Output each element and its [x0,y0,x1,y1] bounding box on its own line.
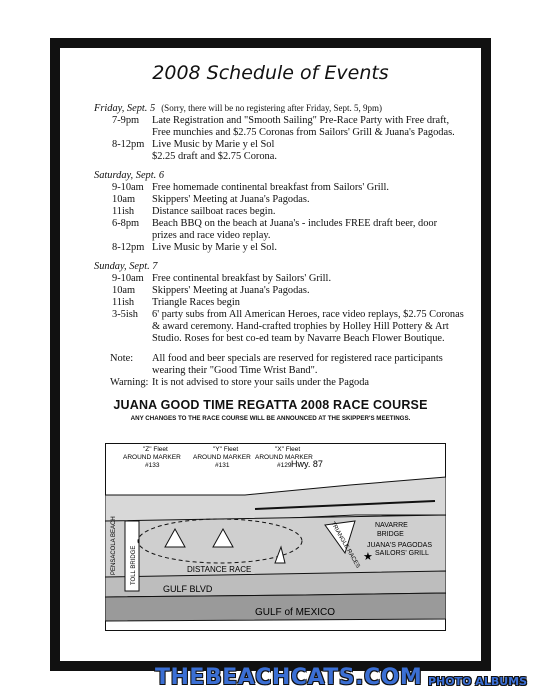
event-description: Live Music by Marie y el Sol. [152,242,277,253]
event-row [94,139,464,163]
map-label: DISTANCE RACE [187,565,252,574]
map-label: TRIANGLE RACES [329,521,361,570]
event-time: 10am [112,285,136,296]
map-label: SAILORS' GRILL [375,550,429,557]
event-row [94,309,464,345]
event-time: 3-5ish [112,309,138,320]
event-time: 8-12pm [112,139,145,150]
event-row [94,115,464,139]
event-description: Triangle Races begin [152,297,240,308]
schedule [94,95,464,389]
event-time: 7-9pm [112,115,140,126]
note-label: Note: [110,353,134,364]
flyer-frame [50,38,491,671]
map-label: "Y" Fleet [213,446,239,453]
day-label: Saturday, Sept. 6 [94,170,165,181]
note-row [94,377,464,389]
day-heading [94,102,464,115]
map-label: #133 [145,462,160,469]
map-label: BRIDGE [377,531,404,538]
event-row [94,273,464,285]
event-time: 11ish [112,297,135,308]
note-label: Warning: [110,377,149,388]
event-description: 6' party subs from All American Heroes, race video replays, $2.75 Coronas & award ceremony. Hand-crafted trophies by Holley Hill Pottery & Art Studio. Roses for best co-ed team by Navarre Beach Flower Boutique. [152,309,464,344]
notes-section [94,353,464,389]
race-course-subtitle: ANY CHANGES TO THE RACE COURSE WILL BE ANNOUNCED AT THE SKIPPER'S MEETINGS. [130,415,411,422]
map-label: AROUND MARKER [123,454,181,461]
map-label: #129 [277,462,292,469]
event-time: 6-8pm [112,218,140,229]
event-description: Free homemade continental breakfast from Sailors' Grill. [152,182,390,193]
event-description: Distance sailboat races begin. [152,206,276,217]
site-brand[interactable]: THEBEACHCATS.COM [155,665,423,690]
map-label: PENSACOLA BEACH [111,516,117,575]
event-row [94,285,464,297]
day-note: (Sorry, there will be no registering after Friday, Sept. 5, 9pm) [161,103,382,113]
map-label: NAVARRE [375,522,408,529]
event-description: Live Music by Marie y el Sol $2.25 draft and $2.75 Corona. [152,139,277,162]
map-label: JUANA'S PAGODAS [367,542,432,549]
event-row [94,297,464,309]
note-text: All food and beer specials are reserved for registered race participants wearing their "Good Time Wrist Band". [152,353,443,376]
event-row [94,218,464,242]
schedule-title: 2008 Schedule of Events [152,62,389,84]
day-label: Sunday, Sept. 7 [94,261,158,272]
map-label: #131 [215,462,230,469]
event-description: Skippers' Meeting at Juana's Pagodas. [152,285,310,296]
event-description: Beach BBQ on the beach at Juana's - includes FREE draft beer, door prizes and race video replay. [152,218,438,241]
event-row [94,242,464,254]
day-heading [94,170,464,182]
event-time: 9-10am [112,273,144,284]
event-description: Free continental breakfast by Sailors' Grill. [152,273,332,284]
map-label: Hwy. 87 [291,459,323,469]
event-row [94,194,464,206]
map-label: "X" Fleet [275,446,301,453]
map-label: AROUND MARKER [193,454,251,461]
event-row [94,182,464,194]
race-course-map [105,443,446,631]
star-icon: ★ [363,551,373,563]
note-row [94,353,464,377]
day-label: Friday, Sept. 5 [94,103,156,114]
event-time: 8-12pm [112,242,145,253]
photo-albums-link[interactable]: PHOTO ALBUMS [428,675,528,688]
map-label: AROUND MARKER [255,454,313,461]
event-time: 10am [112,194,136,205]
event-description: Skippers' Meeting at Juana's Pagodas. [152,194,310,205]
event-row [94,206,464,218]
day-heading [94,261,464,273]
map-label: TOLL BRIDGE [131,545,137,585]
map-label: GULF BLVD [163,584,213,594]
note-text: It is not advised to store your sails under the Pagoda [152,377,370,388]
race-course-title: JUANA GOOD TIME REGATTA 2008 RACE COURSE [113,398,428,412]
map-label: GULF of MEXICO [255,607,336,618]
event-time: 9-10am [112,182,144,193]
map-label: "Z" Fleet [143,446,168,453]
event-time: 11ish [112,206,135,217]
event-description: Late Registration and "Smooth Sailing" Pre-Race Party with Free draft, Free munchies and $2.75 Coronas from Sailors' Grill & Juana's Pagodas. [152,115,455,138]
